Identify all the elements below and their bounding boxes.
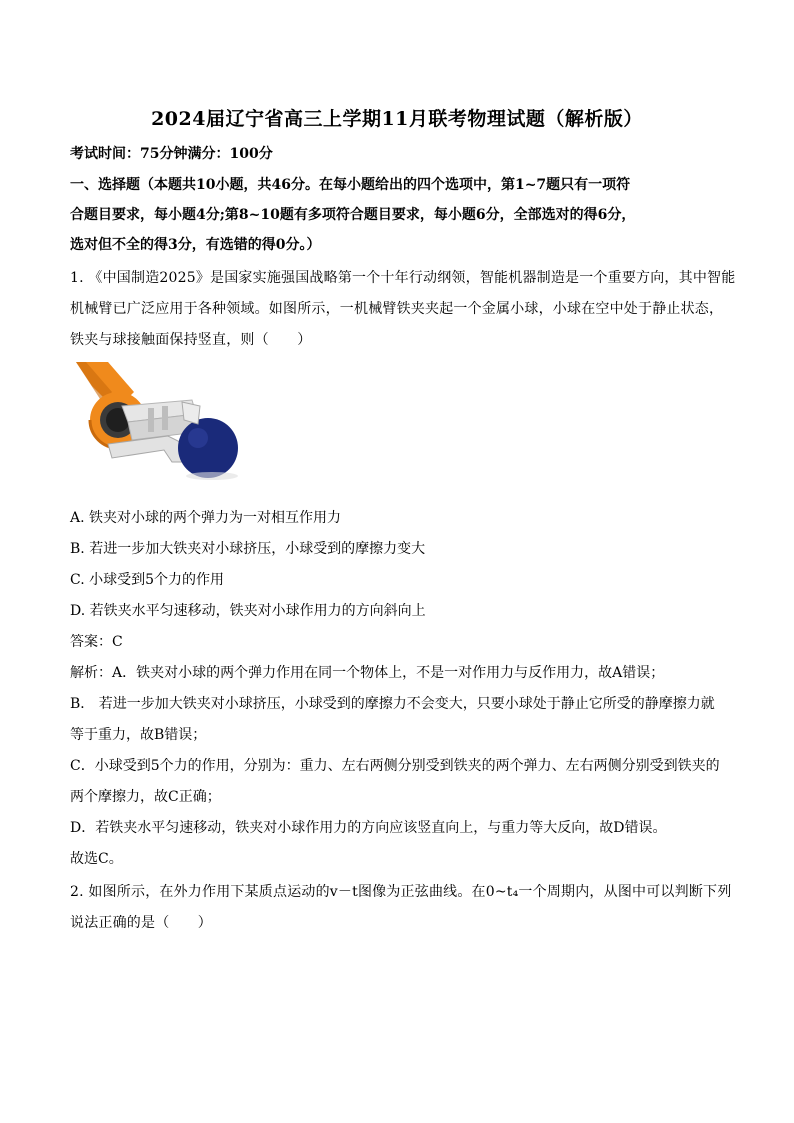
metal-ball (178, 418, 238, 478)
q2-stem-line-2: 说法正确的是（ ） (70, 915, 212, 931)
q1-option-c: C. 小球受到5个力的作用 (70, 572, 225, 588)
clamp-upper-jaw (182, 402, 200, 424)
q1-option-d: D. 若铁夹水平匀速移动，铁夹对小球作用力的方向斜向上 (70, 603, 426, 619)
q2-stem-line-1: 2. 如图所示，在外力作用下某质点运动的v－t图像为正弦曲线。在0~t₄一个周期内，从图中可以判断下列 (70, 884, 732, 900)
q1-stem-line-2: 机械臂已广泛应用于各种领域。如图所示，一机械臂铁夹夹起一个金属小球，小球在空中处于静止状态， (70, 301, 724, 317)
q1-stem-line-3: 铁夹与球接触面保持竖直，则（ ） (70, 332, 312, 348)
section1-line-2: 合题目要求，每小题4分;第8~10题有多项符合题目要求，每小题6分，全部选对的得6分， (70, 207, 636, 223)
page-title: 2024届辽宁省高三上学期11月联考物理试题（解析版） (151, 108, 643, 130)
q1-analysis-line-6: D．若铁夹水平匀速移动，铁夹对小球作用力的方向应该竖直向上，与重力等大反向，故D错误。 (70, 820, 667, 836)
section1-line-3: 选对但不全的得3分，有选错的得0分。） (70, 237, 321, 253)
q1-analysis-line-7: 故选C。 (70, 851, 123, 867)
exam-info: 考试时间：75分钟满分：100分 (70, 146, 273, 162)
q1-analysis-line-2: B． 若进一步加大铁夹对小球挤压，小球受到的摩擦力不会变大，只要小球处于静止它所受的静摩擦力就 (70, 696, 715, 712)
robot-arm-figure (72, 362, 244, 502)
q1-analysis-line-3: 等于重力，故B错误； (70, 727, 207, 743)
q1-option-a: A. 铁夹对小球的两个弹力为一对相互作用力 (70, 510, 342, 526)
section1-line-1: 一、选择题（本题共10小题，共46分。在每小题给出的四个选项中，第1~7题只有一项符 (70, 177, 631, 193)
q1-stem-line-1: 1. 《中国制造2025》是国家实施强国战略第一个十年行动纲领，智能机器制造是一个重要方向，其中智能 (70, 270, 736, 286)
q1-answer: 答案：C (70, 634, 123, 650)
q1-analysis-line-1: 解析：A．铁夹对小球的两个弹力作用在同一个物体上，不是一对作用力与反作用力，故A错误； (70, 665, 665, 681)
q1-analysis-line-5: 两个摩擦力，故C正确； (70, 789, 221, 805)
q1-analysis-line-4: C．小球受到5个力的作用，分别为：重力、左右两侧分别受到铁夹的两个弹力、左右两侧分别受到铁夹的 (70, 758, 720, 774)
q1-option-b: B. 若进一步加大铁夹对小球挤压，小球受到的摩擦力变大 (70, 541, 426, 557)
